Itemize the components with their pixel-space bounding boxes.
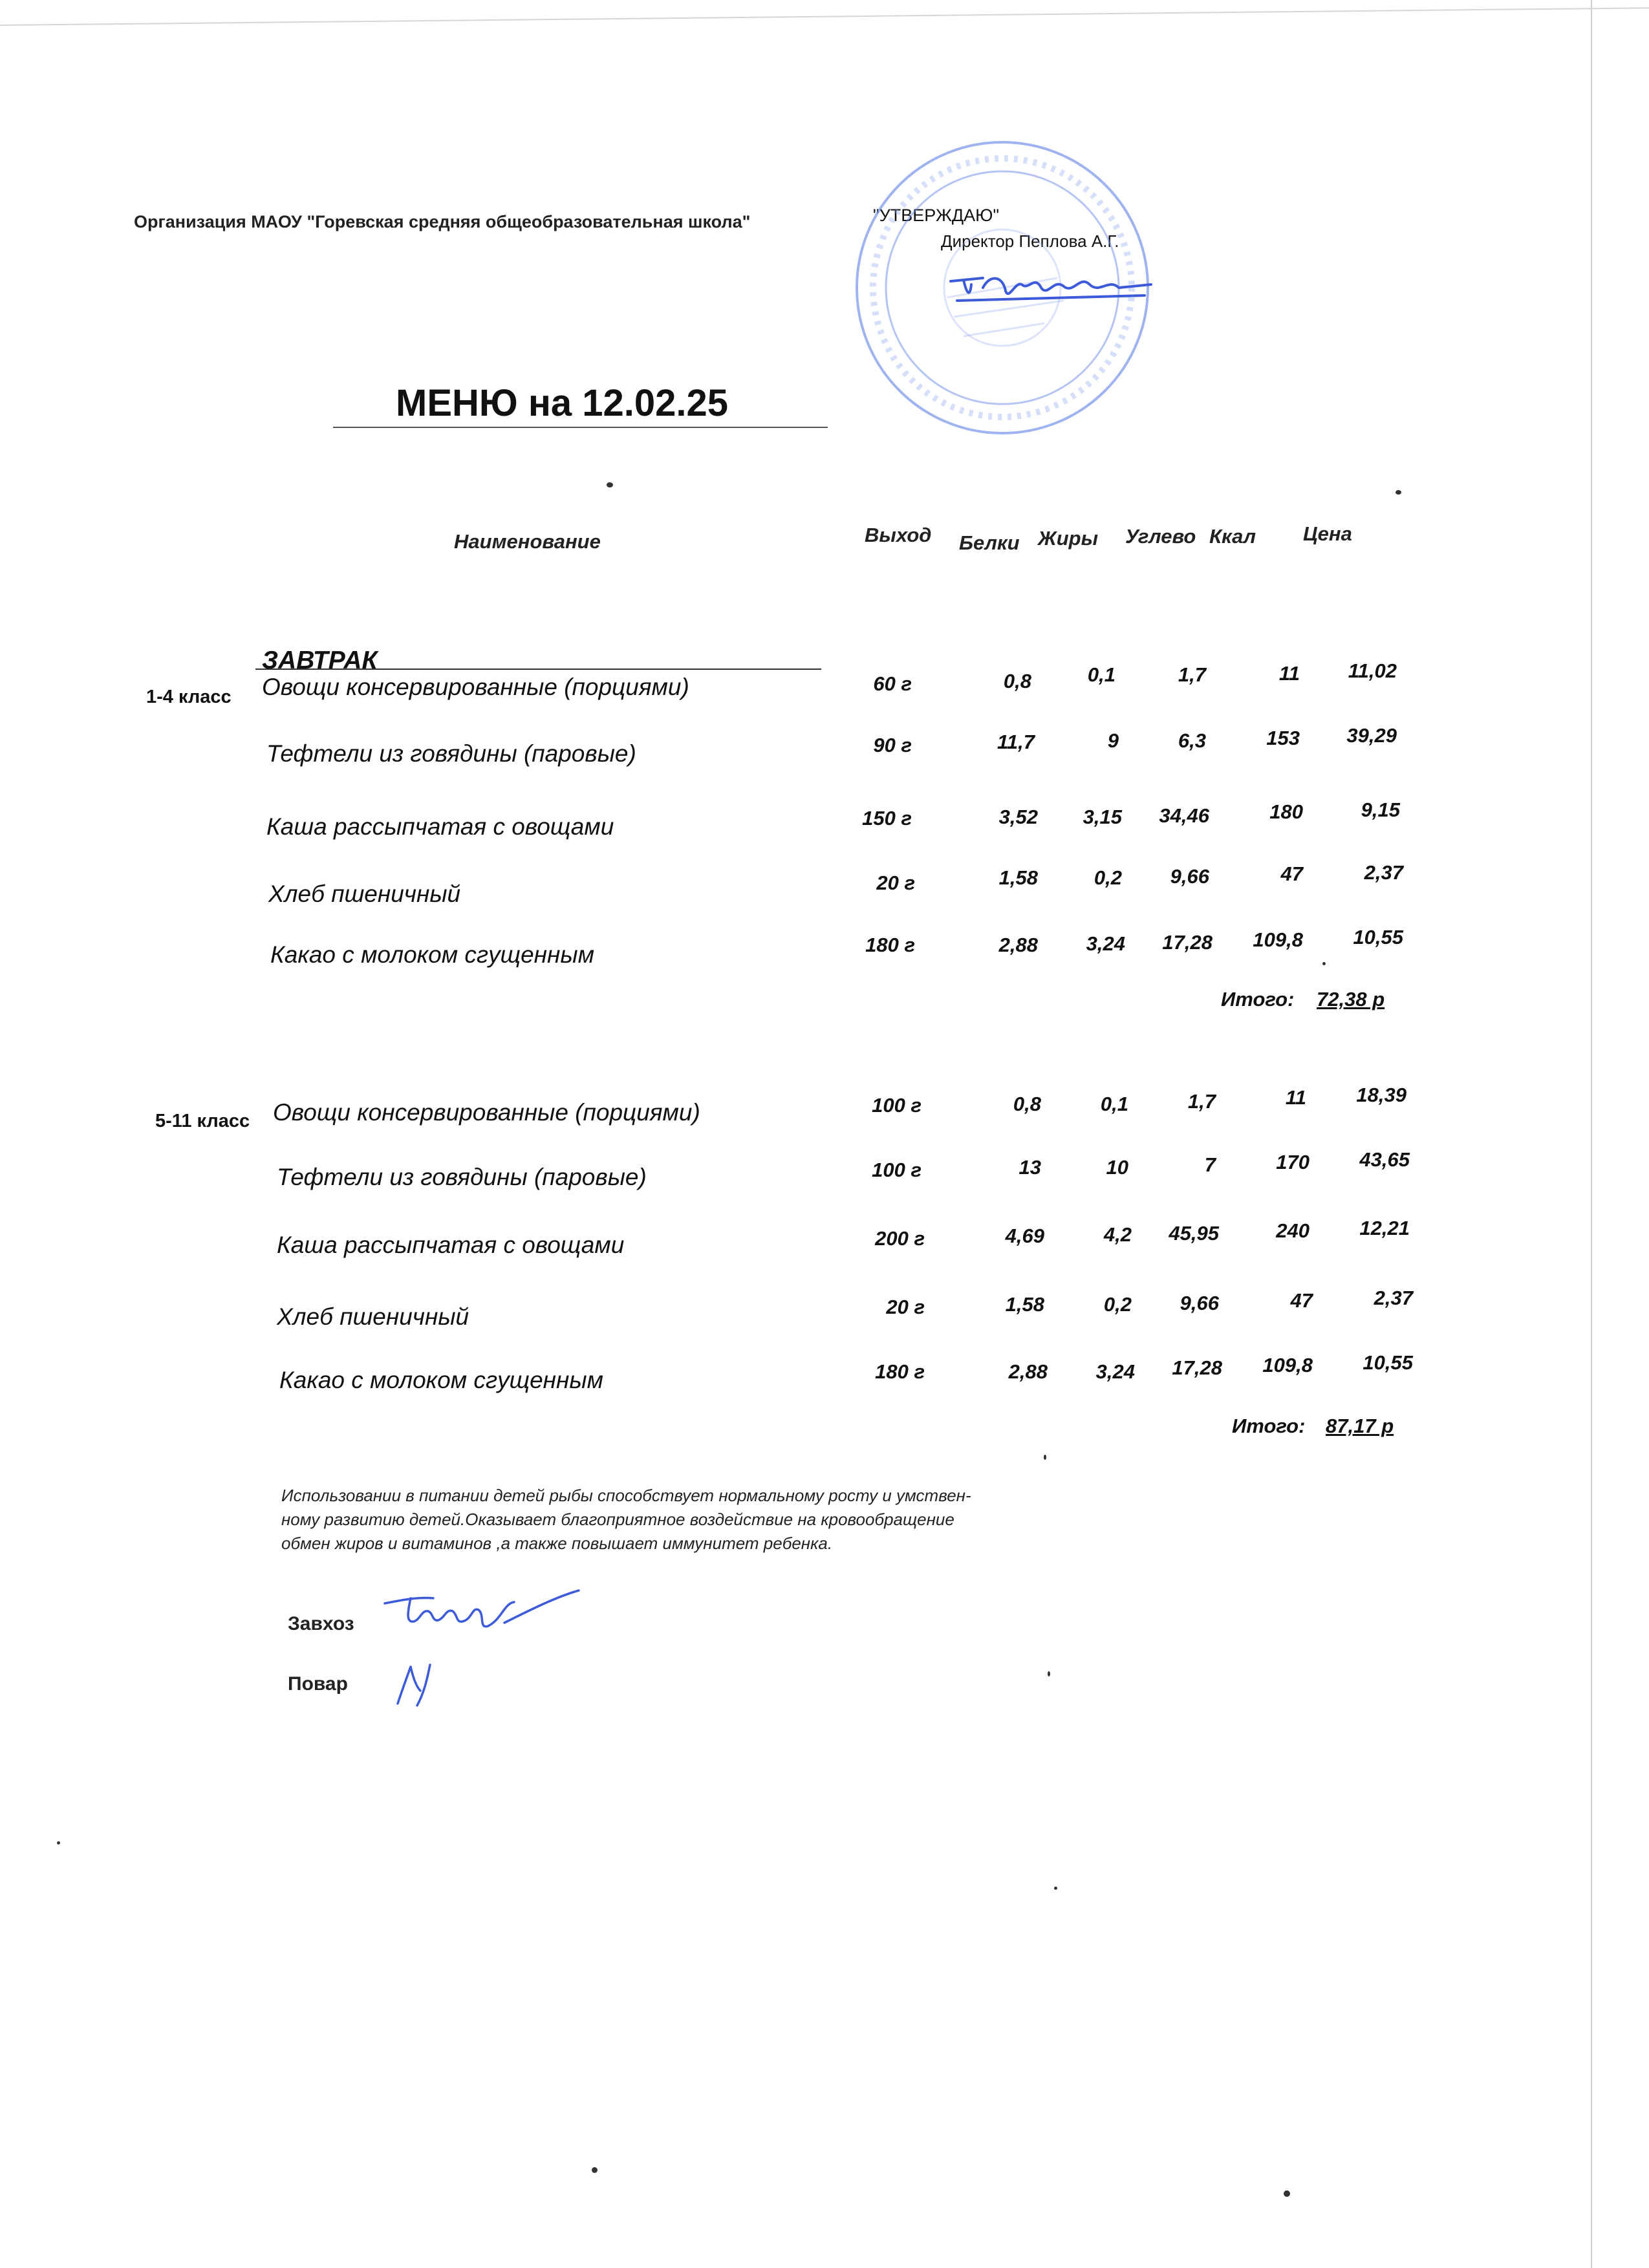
dish-price: 9,15 xyxy=(1361,798,1400,821)
col-price-header: Цена xyxy=(1303,522,1352,545)
dish-fat: 4,2 xyxy=(1103,1223,1132,1246)
menu-title: МЕНЮ на 12.02.25 xyxy=(396,382,728,424)
total-value: 87,17 р xyxy=(1326,1415,1394,1437)
scan-speck xyxy=(1048,1671,1050,1676)
dish-kcal: 240 xyxy=(1276,1219,1310,1242)
dish-protein: 1,58 xyxy=(1005,1293,1044,1316)
storekeeper-signature xyxy=(382,1584,582,1636)
col-carbs-header: Углево xyxy=(1125,525,1196,548)
dish-output: 60 г xyxy=(873,672,912,695)
col-fat-header: Жиры xyxy=(1038,527,1099,550)
dish-price: 39,29 xyxy=(1346,724,1397,747)
scan-speck xyxy=(592,2167,598,2173)
dish-price: 11,02 xyxy=(1348,659,1397,682)
director-signature xyxy=(944,255,1158,307)
dish-protein: 1,58 xyxy=(998,866,1038,889)
section-title: ЗАВТРАК xyxy=(262,647,378,674)
title-underline xyxy=(333,427,828,428)
dish-kcal: 11 xyxy=(1285,1086,1306,1109)
dish-fat: 0,1 xyxy=(1087,663,1116,686)
dish-protein: 3,52 xyxy=(998,806,1038,828)
organization-name: Организация МАОУ "Горевская средняя общеобразовательная школа" xyxy=(134,212,751,231)
dish-carbs: 1,7 xyxy=(1187,1090,1216,1113)
dish-fat: 3,24 xyxy=(1095,1360,1135,1383)
dish-kcal: 47 xyxy=(1290,1289,1313,1312)
dish-price: 12,21 xyxy=(1359,1217,1410,1239)
dish-output: 100 г xyxy=(872,1094,921,1117)
storekeeper-label: Завхоз xyxy=(288,1613,354,1634)
dish-kcal: 170 xyxy=(1276,1151,1310,1173)
dish-name: Какао с молоком сгущенным xyxy=(279,1367,603,1393)
approval-label: "УТВЕРЖДАЮ" xyxy=(873,206,1000,225)
total-label: Итого: xyxy=(1232,1415,1306,1437)
dish-carbs: 1,7 xyxy=(1178,663,1206,686)
dish-protein: 2,88 xyxy=(1008,1360,1048,1383)
scan-speck xyxy=(1396,490,1401,495)
dish-name: Тефтели из говядины (паровые) xyxy=(277,1164,647,1190)
dish-name: Каша рассыпчатая с овощами xyxy=(266,813,614,840)
dish-output: 180 г xyxy=(865,934,915,956)
scan-top-edge xyxy=(0,7,1649,26)
dish-protein: 0,8 xyxy=(1003,670,1031,692)
director-name: Директор Пеплова А.Г. xyxy=(941,231,1119,251)
dish-carbs: 45,95 xyxy=(1169,1222,1219,1245)
dish-price: 43,65 xyxy=(1359,1148,1410,1171)
dish-fat: 3,24 xyxy=(1086,932,1125,955)
dish-protein: 13 xyxy=(1018,1156,1041,1179)
dish-carbs: 9,66 xyxy=(1170,865,1209,888)
cook-signature xyxy=(391,1662,443,1707)
total-value: 72,38 р xyxy=(1317,988,1385,1011)
scan-speck xyxy=(607,482,613,487)
dish-output: 150 г xyxy=(862,807,912,829)
dish-kcal: 153 xyxy=(1266,727,1300,749)
dish-protein: 2,88 xyxy=(998,934,1038,956)
dish-name: Овощи консервированные (порциями) xyxy=(273,1099,700,1126)
dish-carbs: 9,66 xyxy=(1180,1292,1219,1314)
dish-name: Хлеб пшеничный xyxy=(268,881,461,907)
col-protein-header: Белки xyxy=(959,531,1020,554)
scan-speck xyxy=(1284,2190,1290,2197)
dish-output: 20 г xyxy=(876,872,915,894)
dish-price: 2,37 xyxy=(1374,1287,1413,1309)
note-line: обмен жиров и витаминов ,а также повышает иммунитет ребенка. xyxy=(281,1534,833,1553)
dish-output: 90 г xyxy=(873,734,912,756)
note-line: Использовании в питании детей рыбы способствует нормальному росту и умствен- xyxy=(281,1486,971,1505)
dish-kcal: 109,8 xyxy=(1253,928,1303,951)
dish-carbs: 6,3 xyxy=(1178,729,1206,752)
dish-fat: 0,2 xyxy=(1103,1293,1132,1316)
group-label: 5-11 класс xyxy=(155,1111,250,1131)
group-label: 1-4 класс xyxy=(146,687,232,707)
total-label: Итого: xyxy=(1221,988,1295,1011)
scan-speck xyxy=(57,1841,60,1845)
dish-fat: 10 xyxy=(1106,1156,1128,1179)
dish-kcal: 109,8 xyxy=(1262,1354,1313,1376)
dish-output: 200 г xyxy=(875,1227,925,1250)
scan-speck xyxy=(1322,962,1326,965)
col-name-header: Наименование xyxy=(454,530,601,553)
dish-price: 2,37 xyxy=(1364,861,1403,884)
dish-protein: 11,7 xyxy=(997,731,1035,753)
col-kcal-header: Ккал xyxy=(1209,525,1256,548)
dish-name: Овощи консервированные (порциями) xyxy=(262,674,689,700)
dish-protein: 0,8 xyxy=(1013,1093,1041,1115)
col-output-header: Выход xyxy=(865,524,932,546)
note-line: ному развитию детей.Оказывает благоприятное воздействие на кровообращение xyxy=(281,1510,954,1529)
cook-label: Повар xyxy=(288,1673,348,1695)
dish-output: 180 г xyxy=(875,1360,925,1383)
dish-name: Тефтели из говядины (паровые) xyxy=(266,740,636,767)
nutrition-note xyxy=(281,1484,1077,1556)
dish-price: 18,39 xyxy=(1356,1084,1406,1106)
dish-carbs: 17,28 xyxy=(1162,931,1212,954)
dish-output: 100 г xyxy=(872,1159,921,1181)
dish-carbs: 34,46 xyxy=(1159,804,1209,827)
dish-fat: 0,1 xyxy=(1100,1093,1128,1115)
dish-price: 10,55 xyxy=(1353,926,1403,948)
scan-speck xyxy=(1044,1455,1046,1460)
dish-price: 10,55 xyxy=(1363,1351,1413,1374)
dish-fat: 9 xyxy=(1107,729,1119,752)
scan-speck xyxy=(1054,1887,1057,1890)
dish-carbs: 17,28 xyxy=(1172,1356,1222,1379)
dish-name: Каша рассыпчатая с овощами xyxy=(277,1232,625,1258)
dish-carbs: 7 xyxy=(1204,1153,1216,1176)
scan-right-edge xyxy=(1591,0,1592,2268)
dish-kcal: 180 xyxy=(1269,800,1303,823)
dish-fat: 3,15 xyxy=(1083,806,1122,828)
dish-kcal: 47 xyxy=(1280,862,1303,885)
dish-name: Какао с молоком сгущенным xyxy=(270,941,594,968)
dish-fat: 0,2 xyxy=(1094,866,1122,889)
dish-kcal: 11 xyxy=(1278,662,1300,685)
dish-name: Хлеб пшеничный xyxy=(277,1303,469,1330)
dish-protein: 4,69 xyxy=(1005,1225,1044,1247)
dish-output: 20 г xyxy=(886,1296,925,1318)
section-underline xyxy=(255,669,821,670)
